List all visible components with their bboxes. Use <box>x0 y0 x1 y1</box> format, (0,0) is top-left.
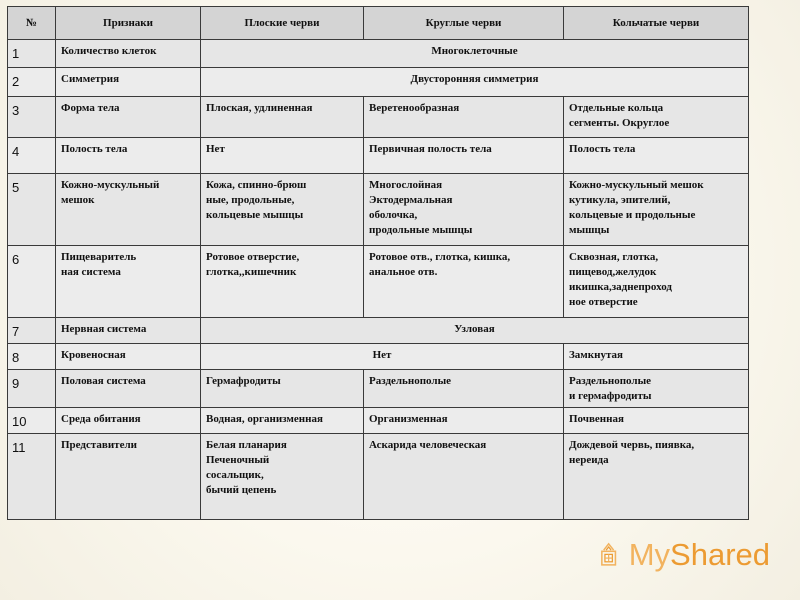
header-number: № <box>8 7 56 40</box>
cell-flatworms: Ротовое отверстие, глотка,,кишечник <box>201 246 364 318</box>
table-row <box>8 317 749 343</box>
cell-ringed-worms: Раздельнополые и гермафродиты <box>564 370 749 407</box>
row-number: 10 <box>8 407 56 433</box>
cell-roundworms: Ротовое отв., глотка, кишка, анальное отв. <box>364 246 564 318</box>
row-feature: Нервная система <box>56 317 201 343</box>
worms-comparison-table <box>7 6 749 520</box>
row-merged-value: Нет <box>201 344 564 370</box>
row-feature: Кожно-мускульный мешок <box>56 174 201 246</box>
table-row <box>8 40 749 68</box>
cell-flatworms: Водная, организменная <box>201 407 364 433</box>
table-row <box>8 68 749 96</box>
row-number: 11 <box>8 434 56 520</box>
cell-roundworms: Веретенообразная <box>364 96 564 137</box>
cell-ringed-worms: Отдельные кольца сегменты. Округлое <box>564 96 749 137</box>
row-number: 2 <box>8 68 56 96</box>
header-flatworms: Плоские черви <box>201 7 364 40</box>
row-feature: Пищеваритель ная система <box>56 246 201 318</box>
table-row <box>8 370 749 407</box>
row-number: 5 <box>8 174 56 246</box>
row-feature: Количество клеток <box>56 40 201 68</box>
row-merged-value: Двусторонняя симметрия <box>201 68 749 96</box>
myshared-logo[interactable] <box>600 530 770 580</box>
cell-flatworms: Белая планария Печеночный сосальщик, бычий цепень <box>201 434 364 520</box>
cell-roundworms: Аскарида человеческая <box>364 434 564 520</box>
row-number: 8 <box>8 344 56 370</box>
cell-roundworms: Организменная <box>364 407 564 433</box>
cell-ringed-worms: Дождевой червь, пиявка, нереида <box>564 434 749 520</box>
header-ringed-worms: Кольчатые черви <box>564 7 749 40</box>
cell-roundworms: Первичная полость тела <box>364 137 564 173</box>
cell-ringed-worms: Сквозная, глотка, пищевод,желудок икишка,заднепроход ное отверстие <box>564 246 749 318</box>
row-merged-value: Многоклеточные <box>201 40 749 68</box>
row-feature: Симметрия <box>56 68 201 96</box>
row-feature: Полость тела <box>56 137 201 173</box>
row-feature: Половая система <box>56 370 201 407</box>
myshared-logo-icon <box>600 533 625 577</box>
cell-ringed-worms: Кожно-мускульный мешок кутикула, эпителий, кольцевые и продольные мышцы <box>564 174 749 246</box>
row-feature: Кровеносная <box>56 344 201 370</box>
table-row <box>8 137 749 173</box>
cell-ringed-worms: Полость тела <box>564 137 749 173</box>
row-merged-value: Узловая <box>201 317 749 343</box>
cell-flatworms: Гермафродиты <box>201 370 364 407</box>
cell-roundworms: Многослойная Эктодермальная оболочка, продольные мышцы <box>364 174 564 246</box>
table-row <box>8 407 749 433</box>
row-feature: Среда обитания <box>56 407 201 433</box>
table-row <box>8 96 749 137</box>
table-row <box>8 344 749 370</box>
table-row <box>8 434 749 520</box>
row-number: 6 <box>8 246 56 318</box>
row-number: 4 <box>8 137 56 173</box>
cell-ringed-worms: Почвенная <box>564 407 749 433</box>
row-number: 7 <box>8 317 56 343</box>
cell-flatworms: Плоская, удлиненная <box>201 96 364 137</box>
row-number: 3 <box>8 96 56 137</box>
header-roundworms: Круглые черви <box>364 7 564 40</box>
myshared-logo-text: MyShared <box>628 537 770 572</box>
table-row <box>8 174 749 246</box>
header-feature: Признаки <box>56 7 201 40</box>
row-feature: Представители <box>56 434 201 520</box>
cell-flatworms: Кожа, спинно-брюш ные, продольные, кольцевые мышцы <box>201 174 364 246</box>
cell-ringed-worms: Замкнутая <box>564 344 749 370</box>
cell-roundworms: Раздельнополые <box>364 370 564 407</box>
cell-flatworms: Нет <box>201 137 364 173</box>
row-feature: Форма тела <box>56 96 201 137</box>
row-number: 9 <box>8 370 56 407</box>
row-number: 1 <box>8 40 56 68</box>
table-header-row <box>8 7 749 40</box>
table-row <box>8 246 749 318</box>
